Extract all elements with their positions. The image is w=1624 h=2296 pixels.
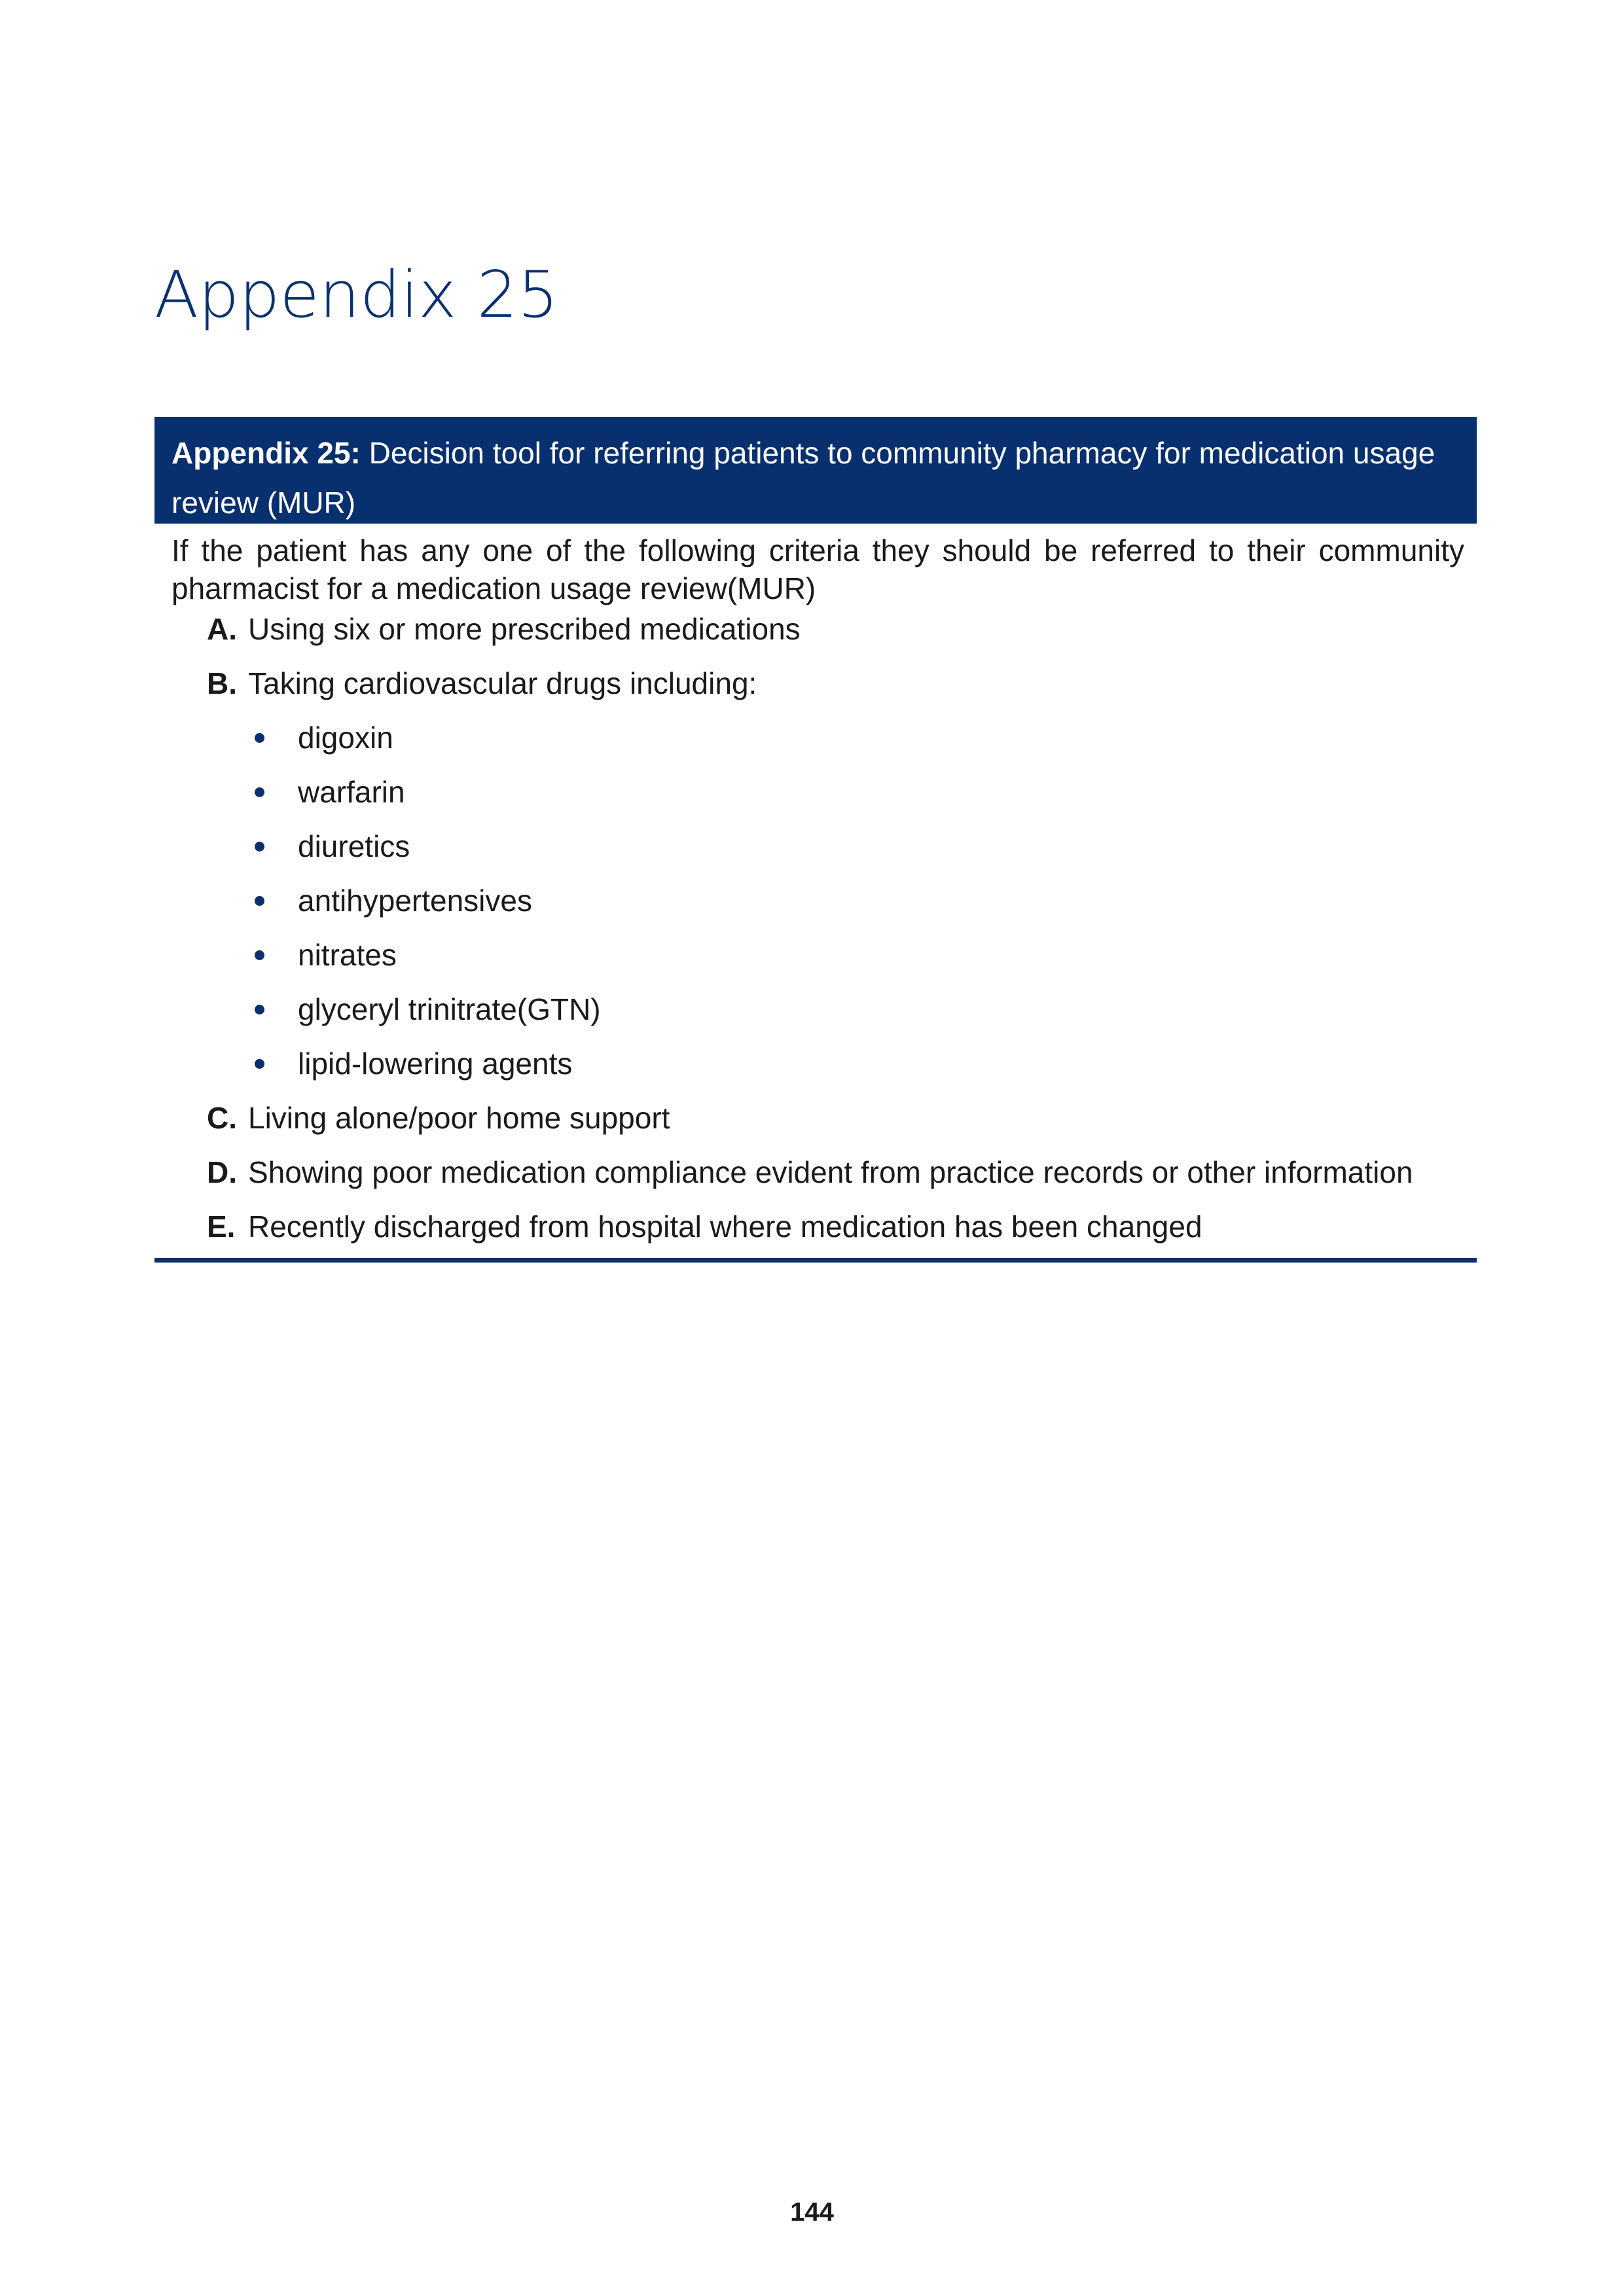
drug-name: glyceryl trinitrate(GTN) xyxy=(298,992,601,1026)
criterion-text: Taking cardiovascular drugs including: xyxy=(248,666,757,700)
bullet-icon xyxy=(255,733,264,743)
criterion-letter: C. xyxy=(207,1101,237,1135)
bullet-icon xyxy=(255,787,264,797)
criterion-d xyxy=(154,1153,1477,1191)
bullet-icon xyxy=(255,950,264,960)
criterion-text: Using six or more prescribed medications xyxy=(248,612,801,646)
criterion-letter: E. xyxy=(207,1210,236,1244)
appendix-box-header xyxy=(154,417,1477,524)
criterion-c xyxy=(154,1099,1477,1137)
drug-name: warfarin xyxy=(298,775,405,809)
criterion-a xyxy=(154,610,1477,648)
list-item xyxy=(248,936,1477,974)
criterion-letter: A. xyxy=(207,612,237,646)
cardiovascular-drug-list xyxy=(248,719,1477,1083)
criterion-text: Living alone/poor home support xyxy=(248,1101,670,1135)
criterion-b xyxy=(154,664,1477,1083)
bullet-icon xyxy=(255,842,264,852)
criterion-text: Showing poor medication compliance evident from practice records or other information xyxy=(248,1155,1413,1189)
list-item xyxy=(248,990,1477,1028)
list-item xyxy=(248,882,1477,920)
list-item xyxy=(248,827,1477,865)
drug-name: lipid-lowering agents xyxy=(298,1047,573,1081)
criterion-letter: D. xyxy=(207,1155,237,1189)
page-title: Appendix 25 xyxy=(154,258,559,332)
criterion-text: Recently discharged from hospital where medication has been changed xyxy=(248,1210,1202,1244)
criterion-letter: B. xyxy=(207,666,237,700)
appendix-label: Appendix 25: xyxy=(171,436,361,470)
appendix-box-title: Decision tool for referring patients to community pharmacy for medication usage review (MUR) xyxy=(171,436,1435,520)
page-number: 144 xyxy=(790,2198,834,2227)
list-item xyxy=(248,1045,1477,1083)
criteria-list xyxy=(154,610,1477,1262)
criterion-e xyxy=(154,1208,1477,1246)
drug-name: digoxin xyxy=(298,721,393,755)
drug-name: antihypertensives xyxy=(298,884,532,918)
list-item xyxy=(248,719,1477,757)
drug-name: diuretics xyxy=(298,829,410,863)
bullet-icon xyxy=(255,1005,264,1014)
bullet-icon xyxy=(255,896,264,906)
bullet-icon xyxy=(255,1059,264,1069)
list-item xyxy=(248,773,1477,811)
box-bottom-rule xyxy=(154,1258,1477,1263)
drug-name: nitrates xyxy=(298,938,397,972)
intro-paragraph: If the patient has any one of the following criteria they should be referred to their community pharmacist for a medication usage review(MUR) xyxy=(171,533,1464,605)
